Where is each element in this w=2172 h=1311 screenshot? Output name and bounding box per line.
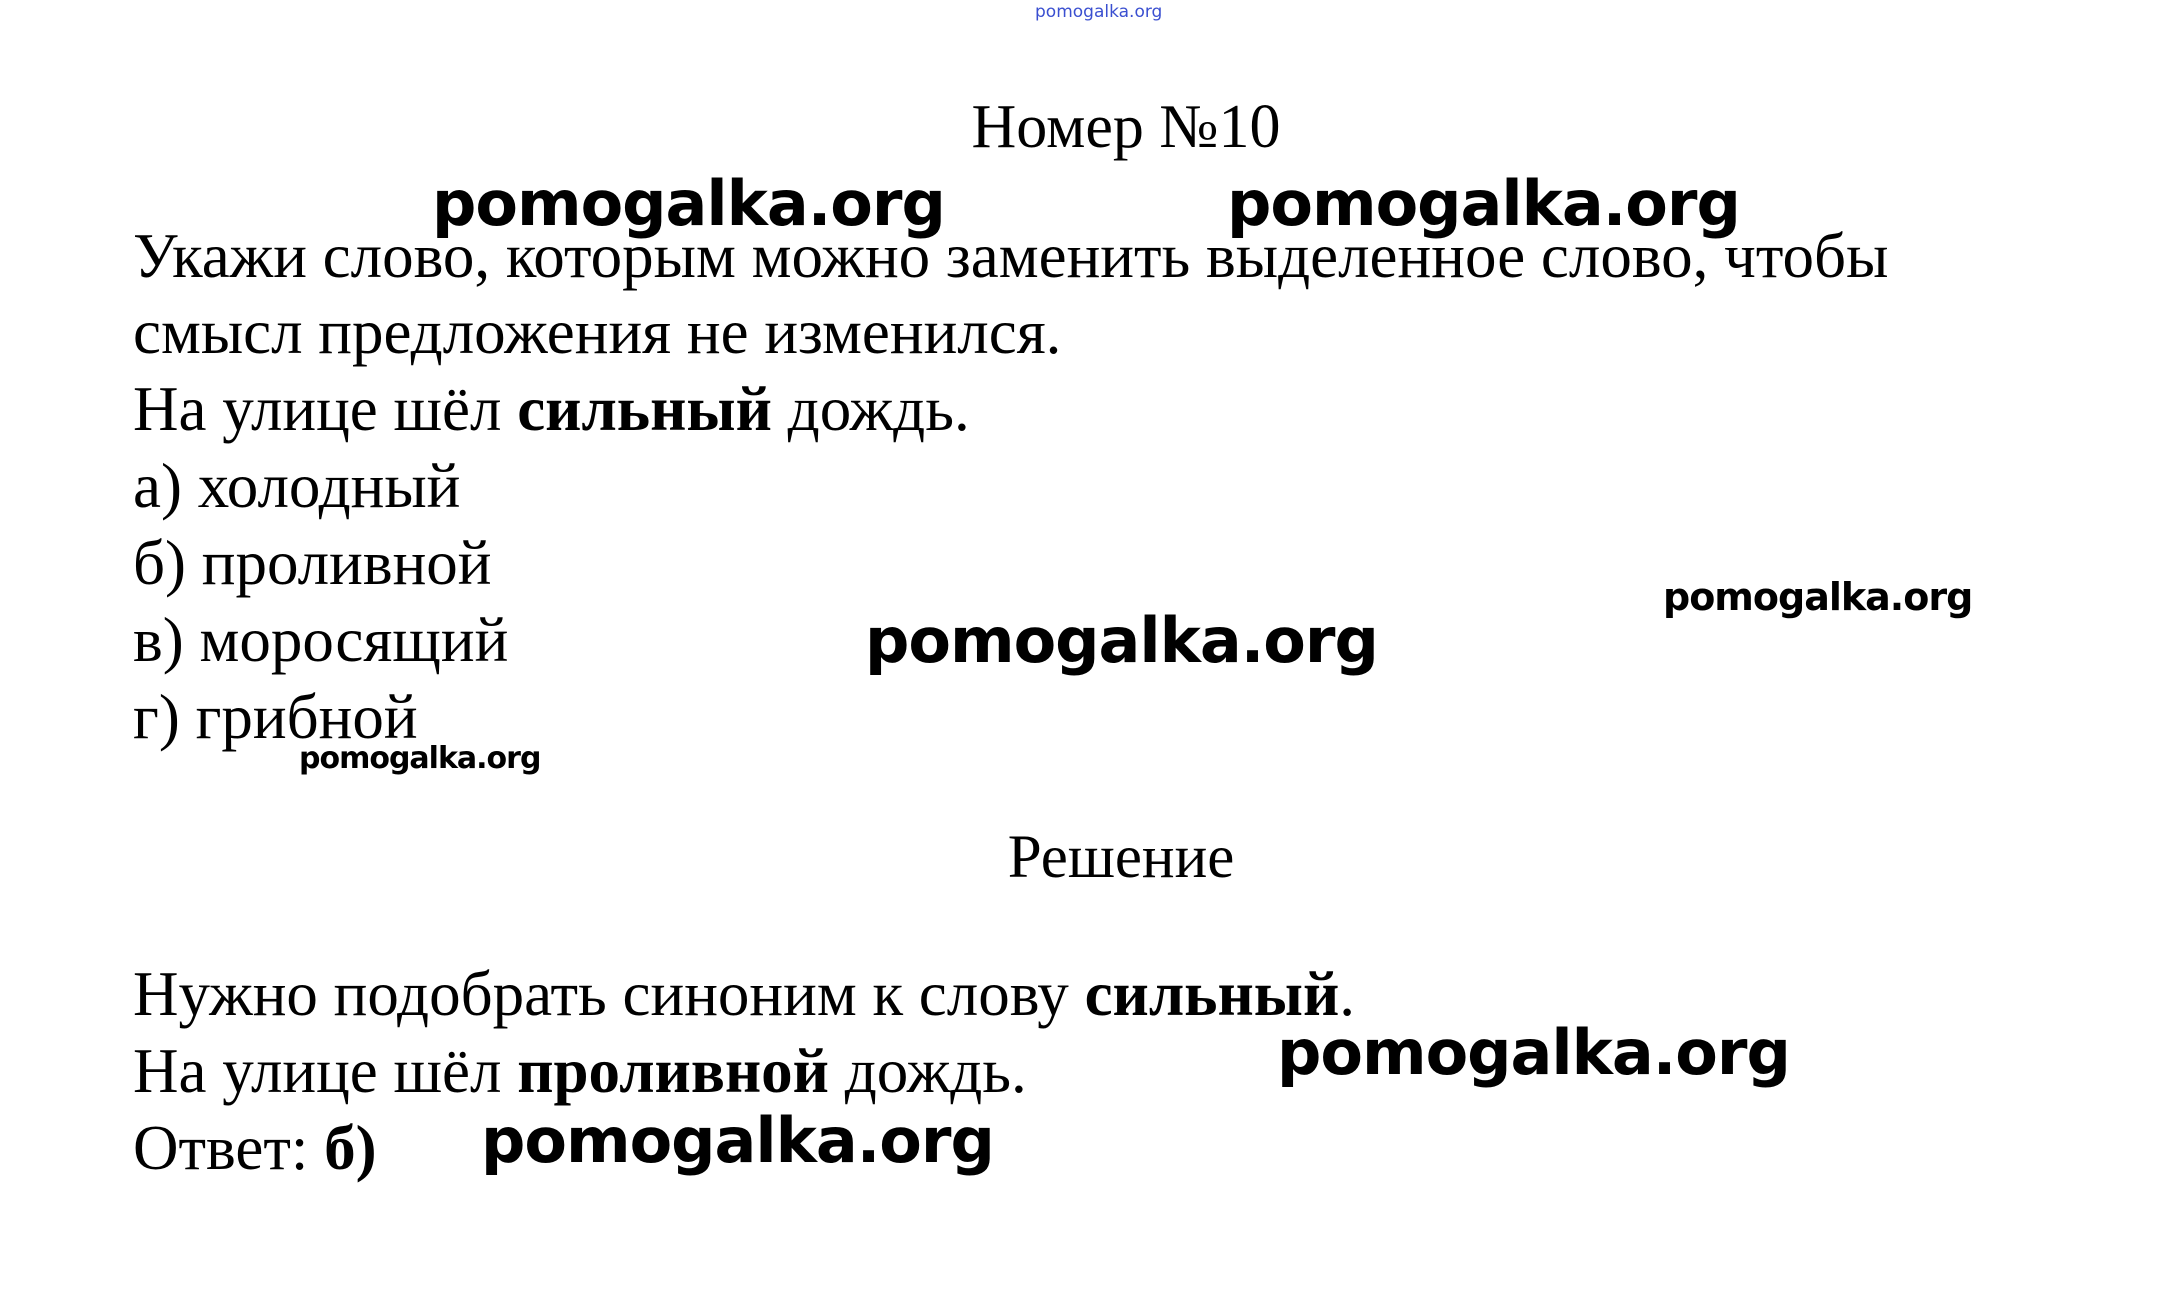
solution-sentence-after: дождь. xyxy=(828,1036,1027,1106)
solution-bold-word: сильный xyxy=(1084,959,1340,1029)
watermark: pomogalka.org xyxy=(1277,1016,1790,1089)
watermark: pomogalka.org xyxy=(865,604,1378,677)
solution-heading: Решение xyxy=(1007,824,1235,891)
sentence-text-before: На улице шёл xyxy=(133,374,518,444)
watermark: pomogalka.org xyxy=(1663,575,1973,619)
watermark: pomogalka.org xyxy=(481,1104,994,1177)
answer-value: б) xyxy=(324,1113,377,1183)
solution-sentence-before: На улице шёл xyxy=(133,1036,518,1106)
watermark: pomogalka.org xyxy=(432,167,945,240)
answer-label: Ответ: xyxy=(133,1113,325,1183)
option-d: г) грибной xyxy=(133,682,418,752)
option-b: б) проливной xyxy=(133,528,492,598)
question-line-1: Укажи слово, которым можно заменить выделенное слово, чтобы xyxy=(133,221,1889,291)
solution-line-1 xyxy=(133,959,1356,1029)
solution-answer-word: проливной xyxy=(517,1036,829,1106)
solution-text-after: . xyxy=(1339,959,1356,1029)
solution-text-before: Нужно подобрать синоним к слову xyxy=(133,959,1085,1029)
question-sentence xyxy=(133,374,970,444)
header-watermark: pomogalka.org xyxy=(1035,2,1163,22)
highlighted-word: сильный xyxy=(517,374,772,444)
solution-line-2 xyxy=(133,1036,1027,1106)
answer-line xyxy=(133,1113,377,1183)
watermark: pomogalka.org xyxy=(299,741,541,776)
sentence-text-after: дождь. xyxy=(771,374,970,444)
watermark: pomogalka.org xyxy=(1227,167,1740,240)
question-line-2: смысл предложения не изменился. xyxy=(133,297,1062,367)
option-a: а) холодный xyxy=(133,451,461,521)
option-c: в) моросящий xyxy=(133,605,509,675)
page-title: Номер №10 xyxy=(971,93,1281,161)
